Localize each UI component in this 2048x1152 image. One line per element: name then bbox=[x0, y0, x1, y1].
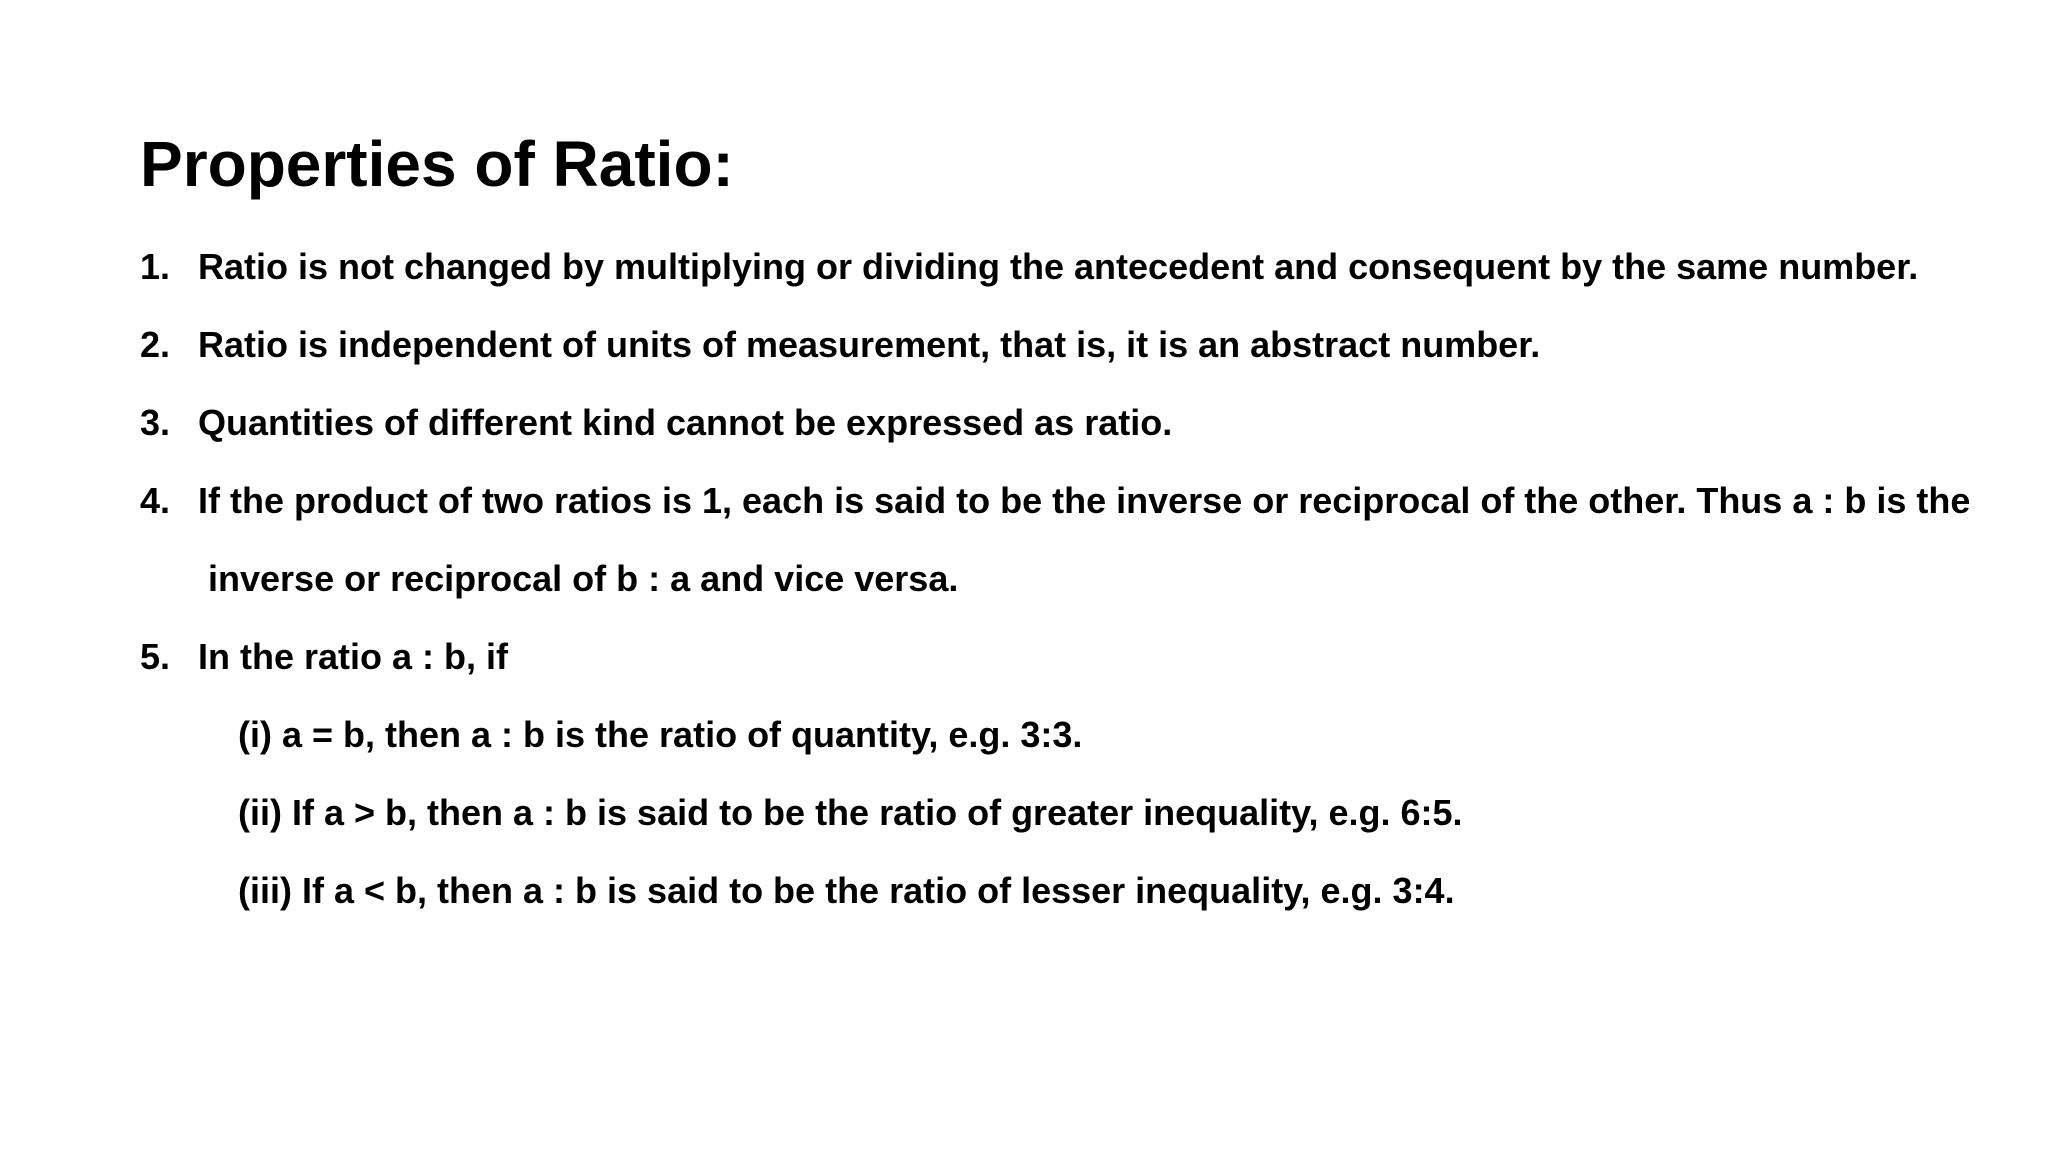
list-text: Ratio is not changed by multiplying or dividing the antecedent and consequent by the same number. bbox=[198, 246, 1919, 287]
list-item-3 bbox=[140, 384, 2010, 462]
list-item-2 bbox=[140, 306, 2010, 384]
sub-list-container bbox=[140, 696, 2010, 930]
sub-list-item-i: (i) a = b, then a : b is the ratio of quantity, e.g. 3:3. bbox=[238, 714, 1083, 755]
list-number: 3. bbox=[140, 402, 171, 443]
list-number: 2. bbox=[140, 324, 171, 365]
list-text: Ratio is independent of units of measurement, that is, it is an abstract number. bbox=[198, 324, 1541, 365]
list-number: 5. bbox=[140, 636, 171, 677]
list-text: In the ratio a : b, if bbox=[198, 636, 509, 677]
list-text: Quantities of different kind cannot be expressed as ratio. bbox=[198, 402, 1173, 443]
sub-list-item-iii: (iii) If a < b, then a : b is said to be the ratio of lesser inequality, e.g. 3:4. bbox=[238, 870, 1455, 911]
properties-list bbox=[140, 228, 2010, 930]
list-item-4 bbox=[140, 462, 2010, 618]
list-number: 4. bbox=[140, 480, 171, 521]
list-text: If the product of two ratios is 1, each is said to be the inverse or reciprocal of the other. Thus a : b is the inverse or reciprocal of b : a and vice versa. bbox=[198, 480, 1971, 599]
list-item-5 bbox=[140, 618, 2010, 696]
list-number: 1. bbox=[140, 246, 171, 287]
page-title: Properties of Ratio: bbox=[140, 128, 734, 200]
sub-list bbox=[140, 696, 2010, 930]
list-item-1 bbox=[140, 228, 2010, 306]
sub-list-item-ii: (ii) If a > b, then a : b is said to be the ratio of greater inequality, e.g. 6:5. bbox=[238, 792, 1463, 833]
